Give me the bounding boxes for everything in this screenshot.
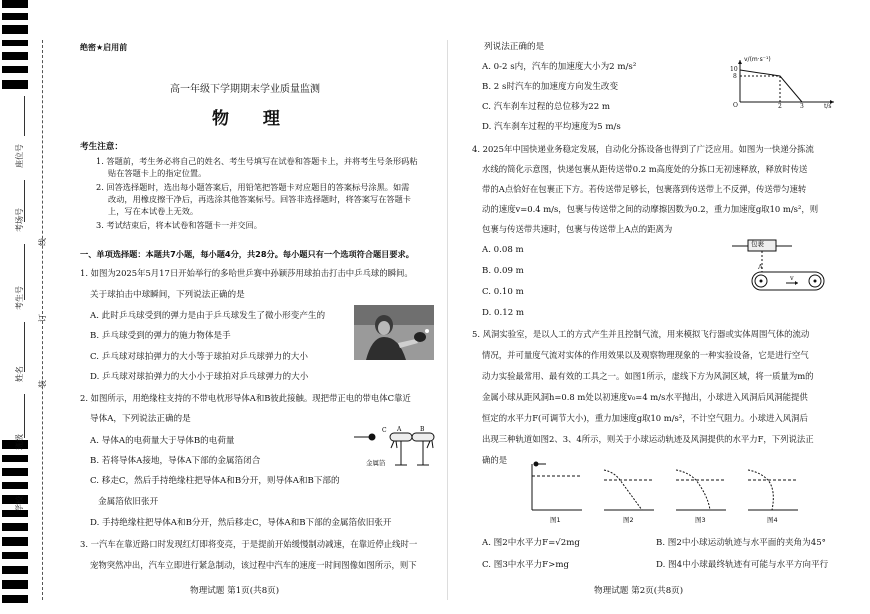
cut-mark-line: 线 — [38, 238, 47, 246]
section-heading: 一、单项选择题：本题共7小题，每小题4分，共28分。每小题只有一个选项符合题目要求。 — [80, 249, 414, 259]
svg-text:C: C — [382, 427, 387, 434]
q5-stem: 金属小球从距风洞h=0.8 m处以初速度v₀=4 m/s水平抛出，小球进入风洞后风洞能提供 — [482, 392, 808, 402]
fig-label: 图3 — [695, 516, 706, 524]
page-footer-1: 物理试题 第1页(共8页) — [190, 586, 280, 596]
binding-margin — [0, 0, 62, 614]
vt-xtick: 3 — [800, 103, 804, 110]
table-tennis-photo — [354, 305, 434, 360]
svg-text:B: B — [420, 426, 425, 433]
q2-option-c-cont: 金属箔依旧张开 — [98, 497, 159, 507]
q5-stem: 恒定的水平力F(可调节大小)，重力加速度g取10 m/s²，不计空气阻力。小球进入风洞后 — [482, 413, 808, 423]
q4-stem: 水线的简化示意图，快递包裹从距传送带0.2 m高度处的分拣口无初速释放，释放时传送 — [482, 164, 808, 174]
seat-label: 座位号 — [15, 144, 24, 168]
q3-option-d[interactable]: D. 汽车刹车过程的平均速度为5 m/s — [482, 122, 621, 132]
q1-option-c[interactable]: C. 乒乓球对球拍弹力的大小等于球拍对乒乓球弹力的大小 — [90, 352, 308, 362]
field-exam-room: 考场号 — [15, 208, 24, 232]
q1-option-d[interactable]: D. 乒乓球对球拍弹力的大小小于球拍对乒乓球弹力的大小 — [90, 372, 309, 382]
subject-title: 物 理 — [212, 109, 294, 129]
q5-option-c[interactable]: C. 图3中水平力F>mg — [482, 560, 569, 570]
secret-label: 绝密★启用前 — [80, 43, 128, 52]
wind-tunnel-figures — [520, 456, 830, 528]
field-name: 姓名 — [15, 366, 24, 382]
q3-stem-cont: 列说法正确的是 — [484, 42, 545, 52]
notice-line: 3. 考试结束后，将本试卷和答题卡一并交回。 — [96, 220, 262, 230]
q4-option-b[interactable]: B. 0.09 m — [482, 266, 524, 276]
q5-stem: 情况，并可量度气流对实体的作用效果以及观察物理现象的一种实验设备，它是进行空气 — [482, 350, 809, 360]
q1-stem: 1. 如图为2025年5月17日开始举行的多哈世乒赛中孙颖莎用球拍击打击中乒乓球的瞬间。 — [80, 268, 413, 278]
notice-line: 贴在答题卡上的指定位置。 — [108, 168, 207, 178]
q4-stem: 4. 2025年中国快递业务稳定发展，自动化分拣设备也得到了广泛应用。如图为一快递分拣流 — [472, 144, 814, 154]
exam-title: 高一年级下学期期末学业质量监测 — [170, 84, 320, 95]
cut-mark-staple: 订 — [38, 314, 47, 322]
notice-title: 考生注意： — [80, 142, 123, 152]
q2-option-b[interactable]: B. 若将导体A接地，导体A下部的金属箔闭合 — [90, 456, 261, 466]
vt-xtick: 2 — [778, 103, 782, 110]
q4-option-c[interactable]: C. 0.10 m — [482, 287, 524, 297]
q5-stem: 确的是 — [482, 455, 508, 465]
q5-option-d[interactable]: D. 图4中小球最终轨迹有可能与水平方向平行 — [656, 560, 829, 570]
q3-stem: 3. 一汽车在靠近路口时发现红灯即将变亮，于是提前开始缓慢制动减速，在靠近停止线时一 — [80, 539, 418, 549]
notice-line: 上，写在本试卷上无效。 — [108, 206, 199, 216]
speed-label: v — [790, 274, 794, 282]
q2-option-a[interactable]: A. 导体A的电荷量大于导体B的电荷量 — [90, 436, 235, 446]
q3-stem: 宠物突然冲出，汽车立即进行紧急制动，该过程中汽车的速度一时间图像如图所示，则下 — [90, 560, 417, 570]
q5-stem: 动力实验最常用、最有效的工具之一。如图1所示，虚线下方为风洞区域，将一质量为m的 — [482, 371, 814, 381]
q1-stem: 关于球拍击中球瞬间，下列说法正确的是 — [90, 290, 245, 300]
q5-option-a[interactable]: A. 图2中水平力F=√2mg — [482, 538, 580, 548]
notice-line: 1. 答题前，考生务必将自己的姓名、考生号填写在试卷和答题卡上，并将考生号条形码粘 — [96, 156, 418, 166]
q4-option-a[interactable]: A. 0.08 m — [482, 245, 524, 255]
notice-line: 改动，用橡皮擦干净后，再选涂其他答案标号。回答非选择题时，将答案写在答题卡 — [108, 194, 411, 204]
foil-label: 金属箔 — [366, 459, 386, 467]
vt-ylabel: v/(m·s⁻¹) — [744, 56, 771, 63]
q5-stem: 出现三种轨道如图2、3、4所示，则关于小球运动轨迹及风洞提供的水平力F，下列说法正 — [482, 434, 814, 444]
q4-option-d[interactable]: D. 0.12 m — [482, 308, 525, 318]
q4-stem: 包裹与传送带共速时，包裹与传送带上A点的距离为 — [482, 224, 673, 234]
q1-option-b[interactable]: B. 乒乓球受到的弹力的施力物体是手 — [90, 331, 231, 341]
parcel-label: 包裹 — [751, 240, 764, 248]
fig-label: 图2 — [623, 516, 634, 524]
q2-option-d[interactable]: D. 手持绝缘柱把导体A和B分开，然后移走C，导体A和B下部的金属箔依旧张开 — [90, 518, 392, 528]
vt-ytick: 10 — [730, 66, 738, 73]
q2-option-c[interactable]: C. 移走C，然后手持绝缘柱把导体A和B分开，则导体A和B下部的 — [90, 476, 340, 486]
conveyor-figure — [728, 236, 838, 296]
q4-stem: 动的速度v=0.4 m/s，包裹与传送带之间的动摩擦因数为0.2，重力加速度g取10 m/s²，则 — [482, 204, 819, 214]
q3-option-a[interactable]: A. 0-2 s内，汽车的加速度大小为2 m/s² — [482, 62, 637, 72]
vt-graph — [730, 56, 840, 111]
fig-label: 图1 — [550, 516, 561, 524]
q1-option-a[interactable]: A. 此时乒乓球受到的弹力是由于乒乓球发生了微小形变产生的 — [90, 311, 326, 321]
q4-stem: 带的A点恰好在包裹正下方。若传送带足够长，包裹落到传送带上不反弹，传送带匀速转 — [482, 184, 807, 194]
notice-line: 2. 回答选择题时，选出每小题答案后，用铅笔把答题卡对应题目的答案标号涂黑。如需 — [96, 182, 410, 192]
q5-option-b[interactable]: B. 图2中小球运动轨迹与水平面的夹角为45° — [656, 538, 826, 548]
svg-text:A: A — [397, 426, 402, 433]
fig-label: 图4 — [767, 516, 778, 524]
q5-stem: 5. 风洞实验室，是以人工的方式产生并且控制气流，用来模拟飞行器或实体周围气体的流动 — [472, 329, 810, 339]
q3-option-b[interactable]: B. 2 s时汽车的加速度方向发生改变 — [482, 82, 619, 92]
field-candidate-number: 考生号 — [15, 286, 24, 310]
vt-ytick: 8 — [733, 73, 737, 80]
field-class: 班级 — [15, 434, 24, 450]
q2-stem: 2. 如图所示，用绝缘柱支持的不带电枕形导体A和B彼此接触。现把带正电的带电体C靠近 — [80, 393, 411, 403]
page-footer-2: 物理试题 第2页(共8页) — [594, 586, 684, 596]
q2-stem: 导体A，下列说法正确的是 — [90, 414, 191, 424]
point-a-label: A — [758, 263, 763, 271]
page-divider — [447, 40, 448, 600]
field-school: 学校 — [15, 496, 24, 512]
vt-origin: O — [733, 102, 738, 109]
vt-xlabel: t/s — [824, 103, 832, 110]
cut-mark-bind: 装 — [38, 380, 47, 388]
q3-option-c[interactable]: C. 汽车刹车过程的总位移为22 m — [482, 102, 611, 112]
